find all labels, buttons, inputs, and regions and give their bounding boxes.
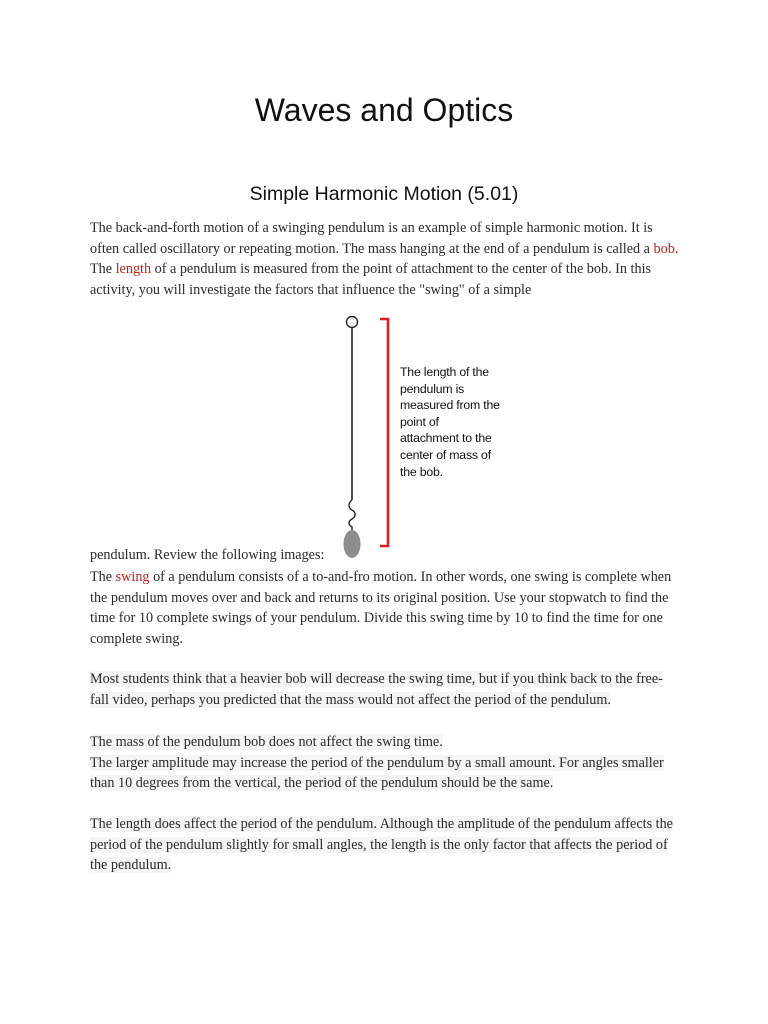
intro-continuation: pendulum. Review the following images: [90, 547, 325, 563]
pivot-ring [347, 317, 358, 328]
intro-text-2: . The [90, 240, 679, 278]
intro-text-3: of a pendulum is measured from the point of attachment to the center of the bob. In this activity, you will investigate the factors that influence the "swing" of a simple [90, 261, 652, 298]
intro-text-1: The back-and-forth motion of a swinging pendulum is an example of simple harmonic motion. It is often called oscillatory or repeating motion. The mass hanging at the end of a pendulum is called a [90, 220, 654, 257]
pendulum-hook [349, 500, 355, 532]
mass-amplitude-paragraph [90, 732, 680, 794]
term-swing: swing [115, 569, 150, 585]
term-bob: bob [653, 240, 675, 257]
length-bracket [380, 319, 388, 546]
intro-paragraph [90, 218, 680, 300]
page-title: Waves and Optics [254, 92, 514, 128]
term-length: length [115, 261, 152, 278]
mass-prediction-text: Most students think that a heavier bob will decrease the swing time, but if you think back to the free-fall video, perhaps you predicted that the mass would not affect the period of the pendulum. [90, 671, 663, 708]
swing-text-1: The [90, 569, 116, 585]
swing-text-2: of a pendulum consists of a to-and-fro motion. In other words, one swing is complete when the pendulum moves over and back and returns to its original position. Use your stopwatch to find the time for 10 complete swings of your pendulum. Divide this swing time by 10 to find the time for one complete swing. [90, 569, 672, 647]
section-heading: Simple Harmonic Motion (5.01) [249, 183, 519, 205]
figure-caption: The length of the pendulum is measured from the point of attachment to the center of mass of the bob. [400, 365, 500, 479]
mass-result-text: The mass of the pendulum bob does not affect the swing time. [90, 734, 443, 750]
amplitude-text: The larger amplitude may increase the period of the pendulum by a small amount. For angles smaller than 10 degrees from the vertical, the period of the pendulum should be the same. [90, 754, 664, 792]
length-paragraph [90, 814, 680, 876]
swing-paragraph [90, 567, 680, 649]
length-text: The length does affect the period of the pendulum. Although the amplitude of the pendulum affects the period of the pendulum slightly for small angles, the length is the only factor that affects the period of the pendulum. [90, 816, 673, 874]
mass-prediction-paragraph [90, 669, 680, 710]
